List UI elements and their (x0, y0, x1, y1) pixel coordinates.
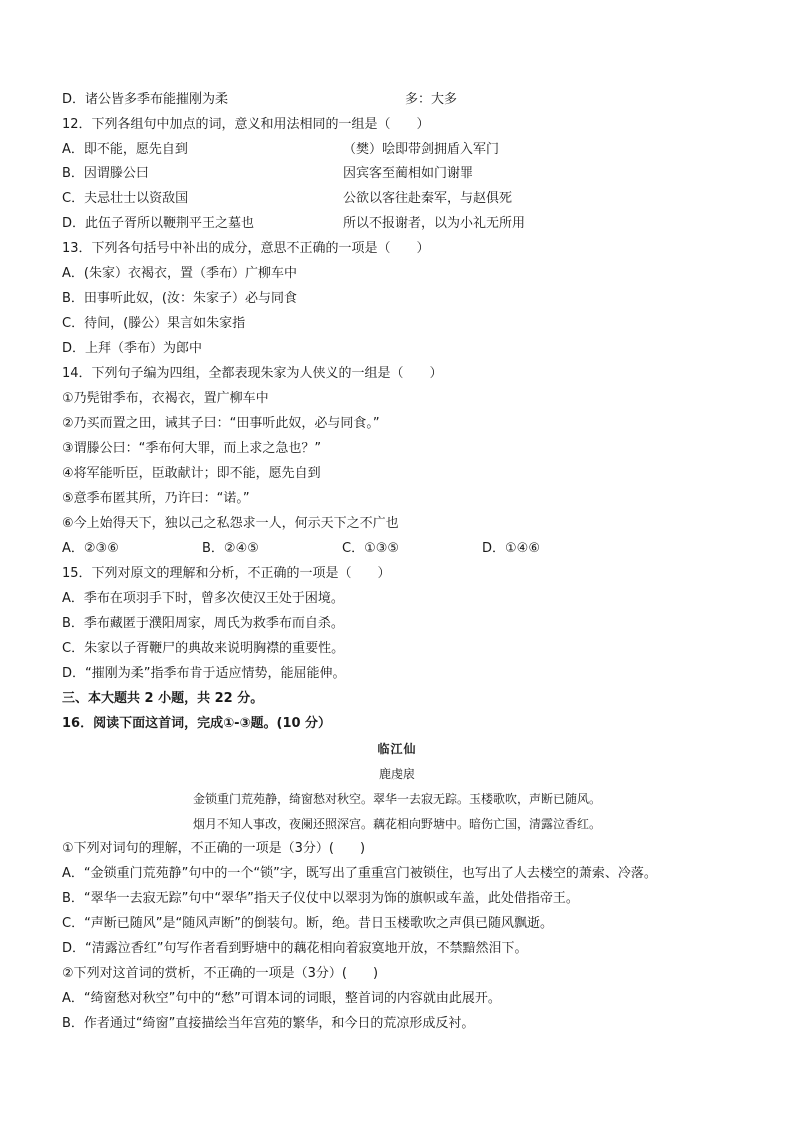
q11-option-d (62, 92, 458, 108)
q14-item-1: ①乃髡钳季布，衣褐衣，置广柳车中 (62, 391, 269, 406)
q15-option-c: C．朱家以子胥鞭尸的典故来说明胸襟的重要性。 (62, 641, 345, 656)
q12-row-a-left: A．即不能，愿先自到 (62, 142, 188, 157)
q14-option-a: A．②③⑥ (62, 541, 119, 556)
q14-item-5: ⑤意季布匿其所，乃许曰：“诺。” (62, 491, 250, 506)
q12-row-c-right: 公欲以客往赴秦军，与赵俱死 (343, 191, 513, 206)
q13-option-d: D．上拜（季布）为郎中 (62, 341, 203, 356)
q13-option-b: B．田事听此奴，(汝：朱家子）必与同食 (62, 291, 297, 306)
q12-row-a (62, 142, 500, 158)
q12-row-d (62, 216, 526, 232)
q11-option-d-text: D．诸公皆多季布能摧刚为柔 (62, 92, 229, 107)
q14-options (62, 541, 540, 557)
q16-stem: 16．阅读下面这首词，完成①-③题。(10 分） (62, 716, 332, 731)
q16-sub2-option-b: B．作者通过“绮窗”直接描绘当年宫苑的繁华，和今日的荒凉形成反衬。 (62, 1016, 475, 1031)
q12-row-d-right: 所以不报谢者，以为小礼无所用 (343, 216, 526, 231)
q14-option-c: C．①③⑤ (342, 541, 400, 556)
q14-item-3: ③谓滕公曰：“季布何大罪，而上求之急也？” (62, 441, 322, 456)
q16-sub1-option-d: D．“清露泣香红”句写作者看到野塘中的藕花相向着寂寞地开放，不禁黯然泪下。 (62, 941, 528, 956)
q12-stem: 12．下列各组句中加点的词，意义和用法相同的一组是（ ） (62, 117, 430, 132)
q12-row-d-left: D．此伍子胥所以鞭荆平王之墓也 (62, 216, 255, 231)
q13-stem: 13．下列各句括号中补出的成分，意思不正确的一项是（ ） (62, 241, 430, 256)
q12-row-b (62, 166, 474, 182)
q14-option-b: B．②④⑤ (202, 541, 259, 556)
q12-row-b-right: 因宾客至蔺相如门谢罪 (343, 166, 474, 181)
q14-item-2: ②乃买而置之田，诫其子曰：“田事听此奴，必与同食。” (62, 416, 380, 431)
q11-option-d-gloss: 多：大多 (405, 92, 458, 107)
q13-option-a: A．(朱家）衣褐衣，置（季布）广柳车中 (62, 266, 297, 281)
q16-sub2-option-a: A．“绮窗愁对秋空”句中的“愁”可谓本词的词眼，整首词的内容就由此展开。 (62, 991, 501, 1006)
q12-row-c (62, 191, 513, 207)
q15-option-b: B．季布藏匿于濮阳周家，周氏为救季布而自杀。 (62, 616, 344, 631)
q14-item-6: ⑥今上始得天下，独以己之私怨求一人，何示天下之不广也 (62, 516, 399, 531)
poem-author: 鹿虔扆 (378, 767, 415, 781)
poem-title: 临江仙 (377, 742, 417, 756)
poem-line-2: 烟月不知人事改，夜阑还照深宫。藕花相向野塘中。暗伤亡国，清露泣香红。 (192, 817, 601, 831)
q14-stem: 14．下列句子编为四组，全都表现朱家为人侠义的一组是（ ） (62, 366, 443, 381)
poem-line-1: 金锁重门荒苑静，绮窗愁对秋空。翠华一去寂无踪。玉楼歌吹，声断已随风。 (192, 792, 601, 806)
section-3-heading: 三、本大题共 2 小题，共 22 分。 (62, 691, 264, 706)
q15-option-a: A．季布在项羽手下时，曾多次使汉王处于困境。 (62, 591, 344, 606)
q12-row-c-left: C．夫忌壮士以资敌国 (62, 191, 189, 206)
q16-sub1-option-b: B．“翠华一去寂无踪”句中“翠华”指天子仪仗中以翠羽为饰的旗帜或车盖，此处借指帝王。 (62, 891, 579, 906)
q13-option-c: C．待间，(滕公）果言如朱家指 (62, 316, 246, 331)
q15-option-d: D．“摧刚为柔”指季布肯于适应情势，能屈能伸。 (62, 666, 346, 681)
q12-row-a-right: （樊）哙即带剑拥盾入军门 (343, 142, 500, 157)
q12-row-b-left: B．因谓滕公曰 (62, 166, 149, 181)
q16-sub1-stem: ①下列对词句的理解，不正确的一项是（3分）( ) (62, 841, 366, 856)
q14-option-d: D．①④⑥ (482, 541, 540, 556)
q16-sub2-stem: ②下列对这首词的赏析，不正确的一项是（3分）( ) (62, 966, 379, 981)
q15-stem: 15．下列对原文的理解和分析，不正确的一项是（ ） (62, 566, 391, 581)
q14-item-4: ④将军能听臣，臣敢献计；即不能，愿先自到 (62, 466, 321, 481)
q16-sub1-option-c: C．“声断已随风”是“随风声断”的倒装句。断，绝。昔日玉楼歌吹之声俱已随风飘逝。 (62, 916, 554, 931)
q16-sub1-option-a: A．“金锁重门荒苑静”句中的一个“锁”字，既写出了重重宫门被锁住，也写出了人去楼空的萧索、冷落。 (62, 866, 657, 881)
